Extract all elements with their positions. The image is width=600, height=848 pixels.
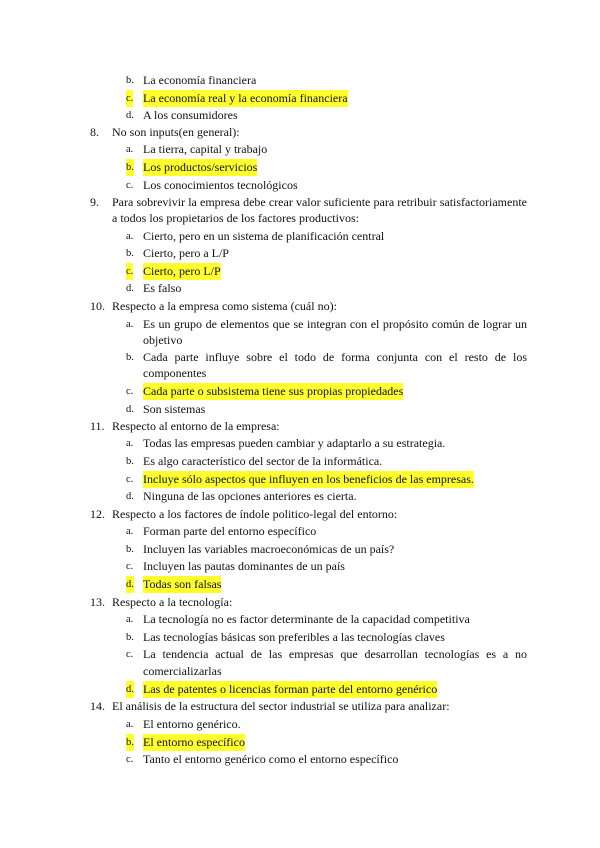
option-text: Las tecnologías básicas son preferibles a las tecnologías claves (143, 630, 445, 644)
option-text: El entorno genérico. (143, 717, 241, 731)
option-text: Cierto, pero en un sistema de planificación central (143, 229, 385, 243)
highlighted-answer: Cada parte o subsistema tiene sus propias propiedades (143, 384, 404, 398)
highlighted-answer: Cierto, pero L/P (143, 264, 221, 278)
option-letter: a. (126, 719, 134, 730)
highlighted-answer: El entorno específico (143, 735, 245, 749)
option-letter: a. (126, 144, 134, 155)
option-text: Todas las empresas pueden cambiar y adaptarlo a su estrategia. (143, 436, 446, 450)
option-letter: c. (126, 263, 133, 280)
question-text: El análisis de la estructura del sector industrial se utiliza para analizar: (112, 699, 450, 713)
option-letter: b. (126, 734, 134, 751)
option-letter: b. (126, 544, 134, 555)
question-number: 10. (90, 299, 105, 313)
question-text: Respecto al entorno de la empresa: (112, 419, 280, 433)
option-letter: c. (126, 180, 134, 191)
option-text: Incluyen las pautas dominantes de un país (143, 559, 345, 573)
option-letter: c. (126, 561, 134, 572)
option-letter: c. (126, 754, 134, 765)
question-number: 13. (90, 595, 105, 609)
option-text: La tierra, capital y trabajo (143, 142, 268, 156)
question-text: Respecto a la tecnología: (112, 595, 233, 609)
question-number: 11. (90, 419, 105, 433)
option-text: A los consumidores (143, 108, 238, 122)
highlighted-answer: Incluye sólo aspectos que influyen en los beneficios de las empresas. (143, 472, 474, 486)
option-text: Cada parte influye sobre el todo de forma conjunta con el resto de los (143, 350, 527, 364)
question-text: No son inputs(en general): (112, 125, 240, 139)
option-text: La tendencia actual de las empresas que desarrollan tecnologías es a no (143, 647, 527, 661)
option-text: Ninguna de las opciones anteriores es cierta. (143, 489, 357, 503)
option-text: Es falso (143, 281, 182, 295)
highlighted-answer: Los productos/servicios (143, 160, 258, 174)
option-text: Es un grupo de elementos que se integran con el propósito común de lograr un (143, 317, 527, 331)
option-letter: b. (126, 159, 134, 176)
highlighted-answer: La economía real y la economía financiera (143, 91, 348, 105)
question-number: 12. (90, 507, 105, 521)
option-letter: b. (126, 632, 134, 643)
option-letter: c. (126, 474, 134, 485)
question-text: a todos los propietarios de los factores productivos: (112, 211, 359, 225)
option-letter: a. (126, 438, 134, 449)
option-letter: b. (126, 248, 134, 259)
option-text: comercializarlas (143, 664, 222, 678)
question-text: Para sobrevivir la empresa debe crear valor suficiente para retribuir satisfactoriamente (112, 195, 527, 209)
option-text: Tanto el entorno genérico como el entorno específico (143, 752, 399, 766)
option-text: Los conocimientos tecnológicos (143, 178, 298, 192)
question-number: 14. (90, 699, 105, 713)
option-letter: d. (126, 283, 134, 294)
option-letter: a. (126, 614, 134, 625)
option-letter: c. (126, 90, 133, 107)
option-text: La economía financiera (143, 73, 257, 87)
option-text: componentes (143, 366, 207, 380)
option-letter: d. (126, 681, 134, 698)
option-text: objetivo (143, 333, 183, 347)
option-letter: d. (126, 404, 134, 415)
option-letter: d. (126, 491, 134, 502)
option-text: Es algo característico del sector de la informática. (143, 454, 383, 468)
option-letter: b. (126, 75, 134, 86)
option-letter: b. (126, 352, 134, 363)
highlighted-answer: Las de patentes o licencias forman parte del entorno genérico (143, 682, 438, 696)
question-text: Respecto a los factores de índole politico-legal del entorno: (112, 507, 398, 521)
option-letter: a. (126, 526, 134, 537)
option-letter: d. (126, 110, 134, 121)
option-letter: a. (126, 231, 134, 242)
question-number: 8. (90, 125, 99, 139)
question-text: Respecto a la empresa como sistema (cuál no): (112, 299, 337, 313)
option-text: Incluyen las variables macroeconómicas de un país? (143, 542, 395, 556)
option-letter: d. (126, 576, 134, 593)
option-text: Son sistemas (143, 402, 206, 416)
option-letter: c. (126, 386, 134, 397)
option-text: Cierto, pero a L/P (143, 246, 229, 260)
option-letter: a. (126, 319, 134, 330)
option-letter: c. (126, 649, 134, 660)
option-letter: b. (126, 456, 134, 467)
question-number: 9. (90, 195, 99, 209)
option-text: Forman parte del entorno específico (143, 524, 317, 538)
highlighted-answer: Todas son falsas (143, 577, 222, 591)
option-text: La tecnología no es factor determinante de la capacidad competitiva (143, 612, 470, 626)
